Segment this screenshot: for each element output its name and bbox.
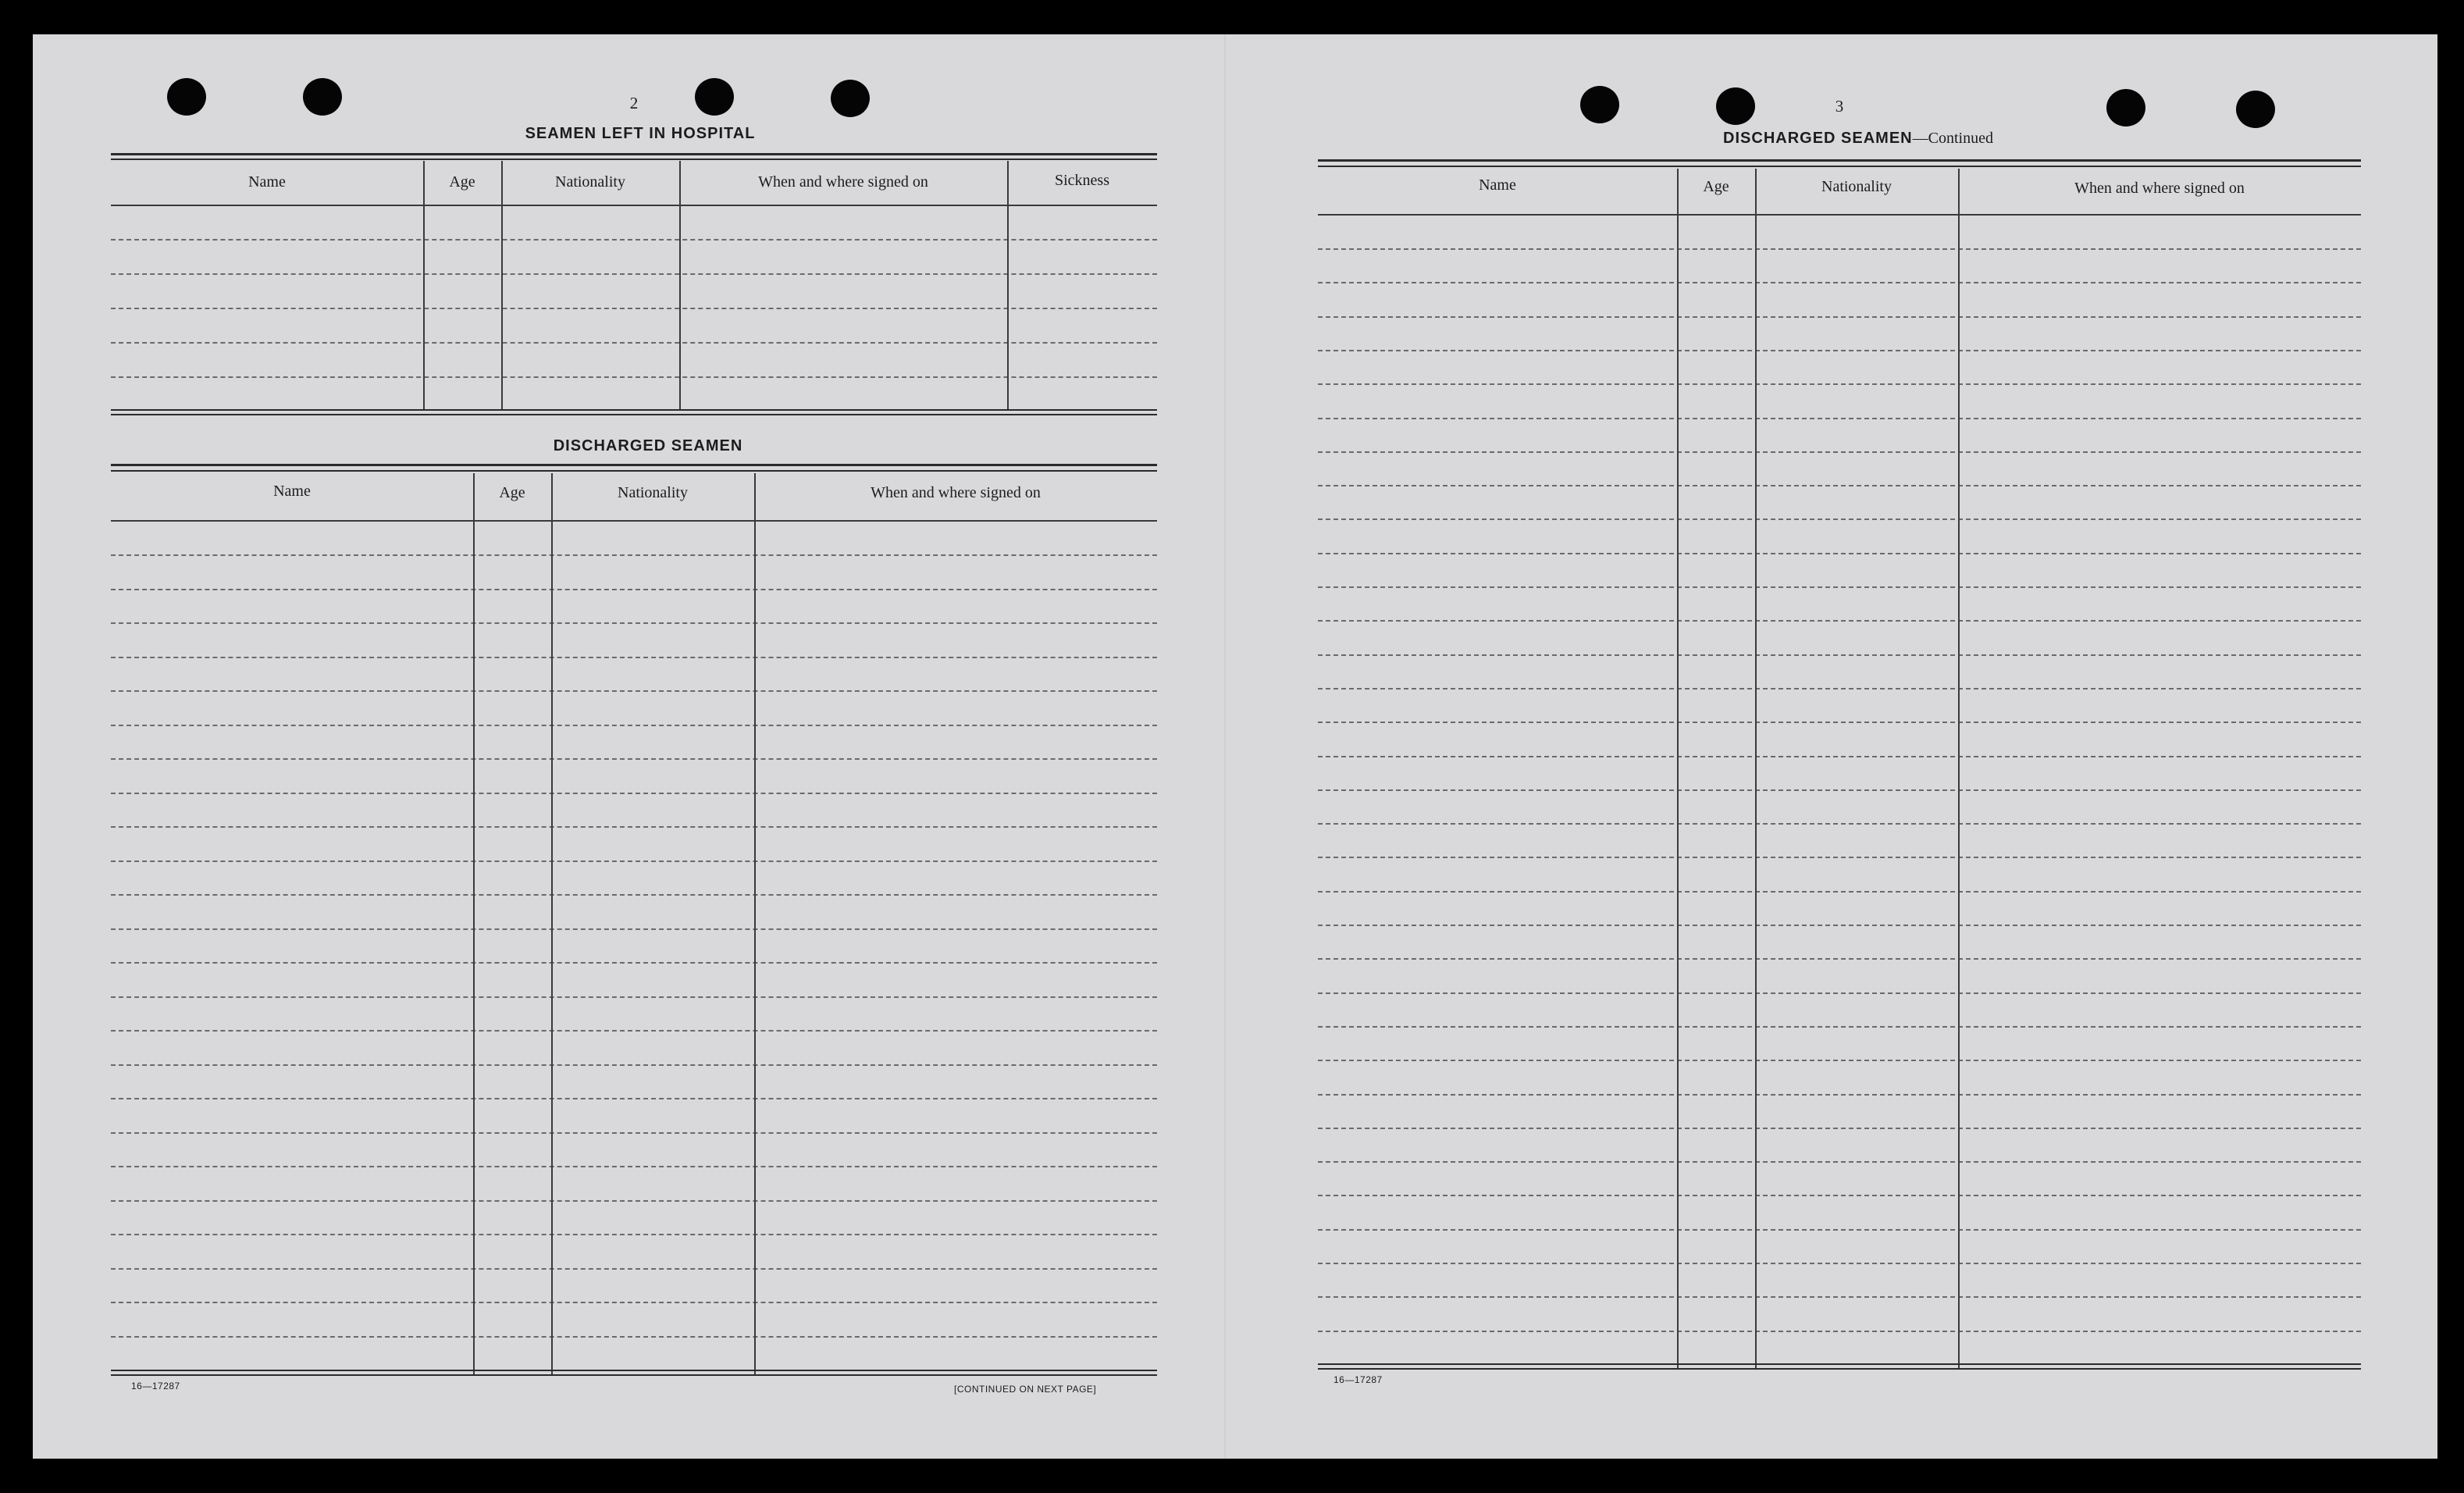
entry-line [111,376,1157,378]
entry-line [111,894,1157,896]
entry-line [111,1302,1157,1303]
entry-line [1318,518,2361,520]
entry-line [1318,958,2361,960]
col-divider [473,473,475,1376]
bottom-double-rule [111,1370,1157,1371]
entry-line [111,589,1157,590]
entry-line [111,342,1157,344]
bottom-double-rule [111,414,1157,415]
entry-line [111,996,1157,998]
bottom-double-rule [111,1374,1157,1376]
hospital-table [111,153,1157,415]
entry-line [111,1336,1157,1338]
entry-line [1318,350,2361,351]
discharged-section-title: DISCHARGED SEAMEN [553,437,743,454]
entry-line [1318,451,2361,453]
entry-line [111,1132,1157,1134]
entry-line [111,308,1157,309]
punch-hole [167,78,206,116]
entry-line [1318,722,2361,723]
entry-line [111,758,1157,760]
entry-line [111,1064,1157,1066]
entry-line [111,1200,1157,1202]
col-header-nationality: Nationality [1821,178,1892,195]
form-number-right: 16—17287 [1333,1374,1383,1385]
col-header-name: Name [273,483,311,500]
entry-line [1318,857,2361,858]
entry-line [1318,1161,2361,1163]
col-divider [1755,169,1757,1370]
punch-hole [2106,89,2145,126]
col-divider [679,161,681,411]
entry-line [111,554,1157,556]
bottom-double-rule [111,409,1157,411]
entry-line [111,725,1157,726]
col-divider [1958,169,1960,1370]
continued-title-main: DISCHARGED SEAMEN [1723,130,1913,147]
form-number-left: 16—17287 [131,1381,180,1391]
entry-line [111,622,1157,624]
entry-line [1318,789,2361,791]
page-fold [1224,34,1226,1459]
entry-line [1318,485,2361,486]
entry-line [1318,688,2361,689]
entry-line [111,239,1157,241]
col-divider [1007,161,1009,411]
punch-hole [831,80,870,117]
entry-line [111,928,1157,930]
entry-line [1318,418,2361,419]
entry-line [111,690,1157,692]
entry-line [1318,282,2361,283]
entry-line [1318,891,2361,893]
entry-line [111,657,1157,658]
entry-line [1318,553,2361,554]
col-header-sickness: Sickness [1055,172,1109,189]
entry-line [1318,1195,2361,1196]
entry-line [1318,823,2361,825]
top-double-rule [111,153,1157,155]
entry-line [1318,1026,2361,1028]
entry-line [111,962,1157,964]
entry-line [111,793,1157,794]
punch-hole [2236,91,2275,128]
bottom-double-rule [1318,1368,2361,1370]
header-rule [111,205,1157,206]
entry-line [1318,316,2361,318]
top-double-rule [1318,159,2361,162]
punch-hole [1716,87,1755,125]
entry-line [111,1030,1157,1032]
entry-line [1318,248,2361,250]
entry-line [111,1268,1157,1270]
col-header-signed-on: When and where signed on [2074,180,2245,197]
col-header-nationality: Nationality [618,484,688,501]
entry-line [1318,1229,2361,1231]
continued-title-suffix: —Continued [1912,130,1993,147]
top-double-rule [111,470,1157,472]
entry-line [1318,756,2361,757]
header-rule [111,520,1157,522]
top-double-rule [111,159,1157,160]
hospital-section-title: SEAMEN LEFT IN HOSPITAL [525,125,756,142]
page-number-right: 3 [1835,97,1844,116]
entry-line [1318,620,2361,622]
entry-line [1318,586,2361,588]
entry-line [1318,925,2361,926]
col-header-signed-on: When and where signed on [758,173,928,191]
punch-hole [303,78,342,116]
entry-line [1318,1128,2361,1129]
entry-line [1318,1060,2361,1061]
entry-line [1318,1263,2361,1264]
col-header-age: Age [499,484,525,501]
entry-line [111,1234,1157,1235]
col-header-name: Name [248,173,286,191]
col-divider [423,161,425,411]
header-rule [1318,214,2361,216]
entry-line [1318,383,2361,385]
col-header-nationality: Nationality [555,173,625,191]
col-divider [1677,169,1679,1370]
col-divider [501,161,503,411]
col-header-signed-on: When and where signed on [871,484,1041,501]
entry-line [1318,1094,2361,1096]
entry-line [111,1098,1157,1099]
entry-line [1318,1331,2361,1332]
discharged-table-left [111,464,1157,1377]
entry-line [1318,1296,2361,1298]
entry-line [111,826,1157,828]
punch-hole [695,78,734,116]
col-header-name: Name [1479,176,1516,194]
discharged-table-right [1318,159,2361,1371]
top-double-rule [111,464,1157,466]
entry-line [1318,654,2361,656]
entry-line [111,1166,1157,1167]
entry-line [111,273,1157,275]
punch-hole [1580,86,1619,123]
continued-section-title [1624,130,2092,148]
col-header-age: Age [449,173,475,191]
col-divider [754,473,756,1376]
entry-line [1318,992,2361,994]
page-number-left: 2 [629,94,639,112]
col-header-age: Age [1703,178,1729,195]
top-double-rule [1318,166,2361,167]
bottom-double-rule [1318,1363,2361,1365]
entry-line [111,861,1157,862]
col-divider [551,473,553,1376]
continued-note: [CONTINUED ON NEXT PAGE] [954,1384,1097,1395]
